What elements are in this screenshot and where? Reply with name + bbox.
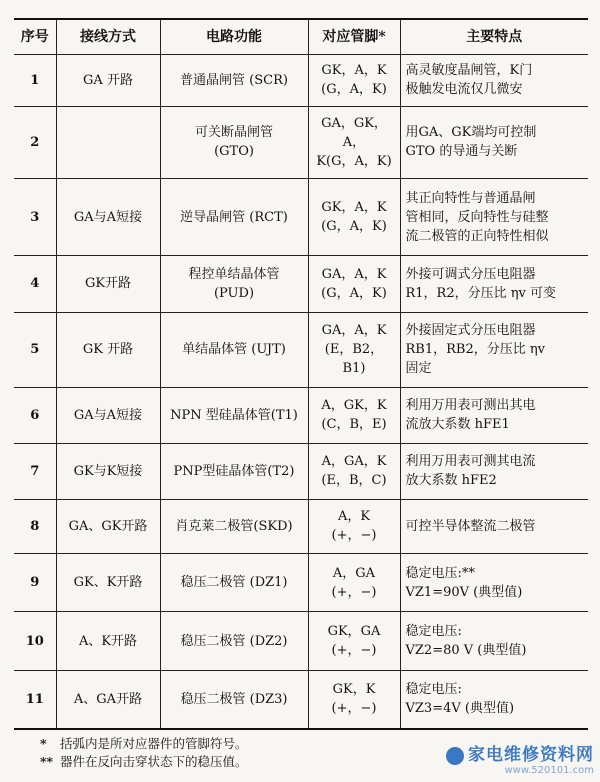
table-row [14,256,588,312]
row-index: 8 [14,499,56,553]
footnote-mark: ** [40,754,54,769]
function-cell: 逆导晶闸管 (RCT) [160,179,308,256]
row-index: 6 [14,387,56,443]
table-row [14,55,588,107]
footnote-text: 括弧内是所对应器件的管脚符号。 [60,736,248,751]
pins-cell: GK，A，K (G，A，K) [308,55,400,107]
wiring-cell: A、K开路 [56,612,160,671]
wiring-cell: GK与K短接 [56,443,160,499]
features-cell: 稳定电压:** VZ1=90V (典型值) [400,553,588,612]
wiring-cell: GK 开路 [56,312,160,387]
table-row [14,106,588,179]
function-cell: 普通晶闸管 (SCR) [160,55,308,107]
wiring-cell [56,106,160,179]
function-cell: PNP型硅晶体管(T2) [160,443,308,499]
row-index: 3 [14,179,56,256]
watermark [446,740,594,776]
row-index: 9 [14,553,56,612]
wiring-cell: GA与A短接 [56,179,160,256]
features-cell: 稳定电压: VZ2=80 V (典型值) [400,612,588,671]
wiring-cell: GA、GK开路 [56,499,160,553]
table-row [14,312,588,387]
function-cell: 稳压二极管 (DZ3) [160,670,308,729]
pins-cell: GA，A，K (G，A，K) [308,256,400,312]
function-cell: 单结晶体管 (UJT) [160,312,308,387]
table-header-row [14,19,588,55]
table-row [14,387,588,443]
features-cell: 高灵敏度晶闸管，K门 极触发电流仅几微安 [400,55,588,107]
table-row [14,612,588,671]
function-cell: 肖克莱二极管(SKD) [160,499,308,553]
table-row [14,499,588,553]
header-pins: 对应管脚* [308,19,400,55]
footnote [40,753,248,771]
pins-cell: GA，A，K (E，B2，B1) [308,312,400,387]
watermark-name: 家电维修资料网 [468,745,594,765]
features-cell: 可控半导体整流二极管 [400,499,588,553]
function-cell: 程控单结晶体管 (PUD) [160,256,308,312]
header-wiring: 接线方式 [56,19,160,55]
function-cell: NPN 型硅晶体管(T1) [160,387,308,443]
pins-cell: A，GA，K (E，B，C) [308,443,400,499]
wiring-cell: GK开路 [56,256,160,312]
features-cell: 利用万用表可测出其电 流放大系数 hFE1 [400,387,588,443]
pins-cell: A，K (+，−) [308,499,400,553]
footnotes [40,735,248,771]
function-cell: 稳压二极管 (DZ2) [160,612,308,671]
row-index: 1 [14,55,56,107]
features-cell: 用GA、GK端均可控制 GTO 的导通与关断 [400,106,588,179]
site-logo-icon [446,747,464,765]
features-cell: 外接固定式分压电阻器 RB1，RB2，分压比 ηv 固定 [400,312,588,387]
pins-cell: GK，K (+，−) [308,670,400,729]
wiring-cell: GK、K开路 [56,553,160,612]
footnote-mark: * [40,736,47,751]
row-index: 7 [14,443,56,499]
footnote-text: 器件在反向击穿状态下的稳压值。 [60,754,248,769]
table-row [14,179,588,256]
row-index: 2 [14,106,56,179]
features-cell: 外接可调式分压电阻器 R1，R2，分压比 ηv 可变 [400,256,588,312]
table-row [14,553,588,612]
watermark-url: www.520101.com [504,765,594,776]
table-row [14,443,588,499]
wiring-cell: GA与A短接 [56,387,160,443]
header-features: 主要特点 [400,19,588,55]
table-row [14,670,588,729]
device-table [14,18,588,730]
header-function: 电路功能 [160,19,308,55]
footnote [40,735,248,753]
row-index: 5 [14,312,56,387]
row-index: 11 [14,670,56,729]
pins-cell: GK，GA (+，−) [308,612,400,671]
pins-cell: A，GA (+，−) [308,553,400,612]
pins-cell: A，GK，K (C，B，E) [308,387,400,443]
pins-cell: GA，GK，A， K(G，A，K) [308,106,400,179]
wiring-cell: A、GA开路 [56,670,160,729]
function-cell: 稳压二极管 (DZ1) [160,553,308,612]
header-index: 序号 [14,19,56,55]
features-cell: 利用万用表可测其电流 放大系数 hFE2 [400,443,588,499]
row-index: 10 [14,612,56,671]
row-index: 4 [14,256,56,312]
wiring-cell: GA 开路 [56,55,160,107]
features-cell: 其正向特性与普通晶闸 管相同，反向特性与硅整 流二极管的正向特性相似 [400,179,588,256]
pins-cell: GK，A，K (G，A，K) [308,179,400,256]
features-cell: 稳定电压: VZ3=4V (典型值) [400,670,588,729]
function-cell: 可关断晶闸管 (GTO) [160,106,308,179]
